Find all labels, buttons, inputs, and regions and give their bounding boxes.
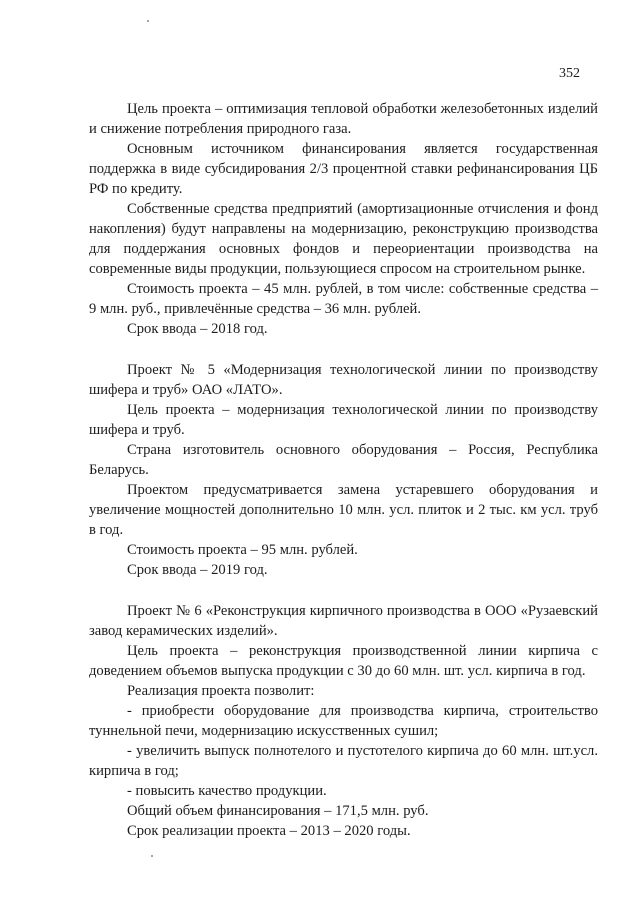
page-number: 352 bbox=[559, 66, 580, 81]
paragraph: Основным источником финансирования является государственная поддержка в виде субсидирования 2/3 процентной ставки рефинансирования ЦБ РФ по кредиту. bbox=[89, 141, 598, 197]
paragraph: Срок ввода – 2019 год. bbox=[127, 562, 268, 578]
paragraph: Стоимость проекта – 95 млн. рублей. bbox=[127, 542, 358, 558]
project-heading: Проект № 5 «Модернизация технологической линии по производству шифера и труб» ОАО «ЛАТО». bbox=[89, 362, 598, 398]
paragraph: Цель проекта – оптимизация тепловой обработки железобетонных изделий и снижение потребления природного газа. bbox=[89, 101, 598, 137]
paragraph: Страна изготовитель основного оборудования – Россия, Республика Беларусь. bbox=[89, 442, 598, 478]
scan-speck bbox=[151, 855, 153, 857]
paragraph: Собственные средства предприятий (амортизационные отчисления и фонд накопления) будут направлены на модернизацию, реконструкцию производства для поддержания основных фондов и переориентации производства на современные виды продукции, пользующиеся спросом на строительном рынке. bbox=[89, 201, 598, 277]
section-spacer bbox=[89, 339, 598, 360]
list-item: - повысить качество продукции. bbox=[127, 783, 327, 799]
document-body bbox=[89, 99, 598, 841]
section-spacer bbox=[89, 580, 598, 601]
paragraph: Цель проекта – реконструкция производственной линии кирпича с доведением объемов выпуска продукции с 30 до 60 млн. шт. усл. кирпича в год. bbox=[89, 643, 598, 679]
paragraph: Проектом предусматривается замена устаревшего оборудования и увеличение мощностей дополнительно 10 млн. усл. плиток и 2 тыс. км усл. труб в год. bbox=[89, 482, 598, 538]
scan-speck bbox=[147, 20, 149, 22]
list-item: - увеличить выпуск полнотелого и пустотелого кирпича до 60 млн. шт.усл. кирпича в год; bbox=[89, 743, 598, 779]
paragraph: Цель проекта – модернизация технологической линии по производству шифера и труб. bbox=[89, 402, 598, 438]
list-item: - приобрести оборудование для производства кирпича, строительство туннельной печи, модернизацию искусственных сушил; bbox=[89, 703, 598, 739]
paragraph: Общий объем финансирования – 171,5 млн. руб. bbox=[127, 803, 429, 819]
paragraph: Срок ввода – 2018 год. bbox=[127, 321, 268, 337]
paragraph: Стоимость проекта – 45 млн. рублей, в том числе: собственные средства – 9 млн. руб., привлечённые средства – 36 млн. рублей. bbox=[89, 281, 598, 317]
paragraph: Реализация проекта позволит: bbox=[127, 683, 315, 699]
paragraph: Срок реализации проекта – 2013 – 2020 годы. bbox=[127, 823, 411, 839]
project-heading: Проект № 6 «Реконструкция кирпичного производства в ООО «Рузаевский завод керамических изделий». bbox=[89, 603, 598, 639]
